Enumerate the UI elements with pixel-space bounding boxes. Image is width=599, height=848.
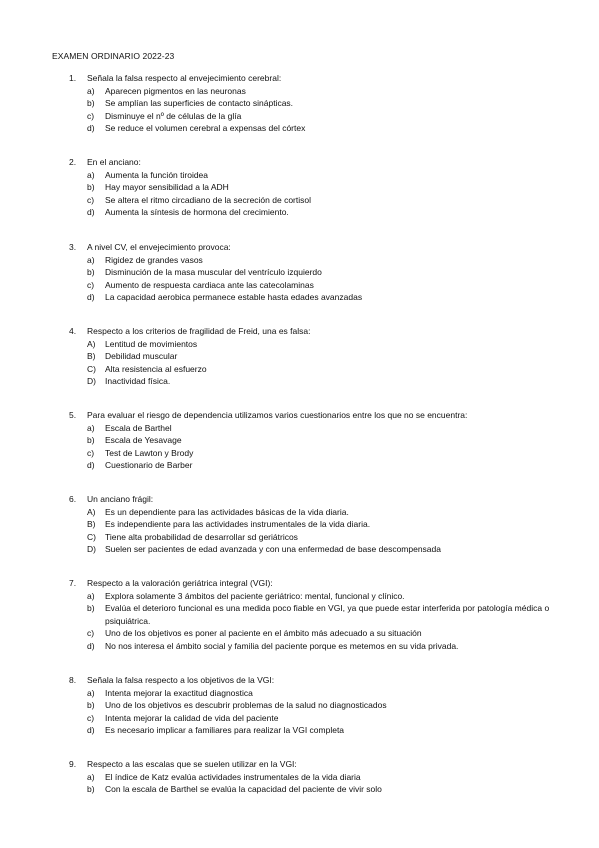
option-text: Es independiente para las actividades instrumentales de la vida diaria. [105,519,371,530]
option-item [69,602,569,627]
question-7 [69,577,569,653]
option-list [69,422,569,472]
option-item [69,350,569,363]
option-letter: D) [87,544,96,555]
question-stem [69,674,569,687]
option-item [69,338,569,351]
option-list [69,254,569,304]
option-letter: d) [87,725,95,736]
option-letter: B) [87,351,96,362]
question-text: En el anciano: [87,157,141,167]
option-text: Disminuye el nº de células de la glía [105,110,242,121]
option-list [69,85,569,135]
option-text: Test de Lawton y Brody [105,447,194,458]
option-letter: b) [87,603,95,614]
question-stem [69,493,569,506]
option-item [69,363,569,376]
option-item [69,531,569,544]
option-letter: b) [87,784,95,795]
option-item [69,543,569,556]
exam-title: EXAMEN ORDINARIO 2022-23 [52,51,175,61]
option-text: Se reduce el volumen cerebral a expensas del córtex [105,123,306,134]
option-letter: b) [87,182,95,193]
option-letter: d) [87,292,95,303]
option-item [69,724,569,737]
question-number: 8. [69,675,77,685]
option-letter: c) [87,628,95,639]
option-item [69,434,569,447]
option-item [69,640,569,653]
question-text: Respecto a los criterios de fragilidad de Freid, una es falsa: [87,326,311,336]
option-letter: a) [87,254,95,265]
option-letter: C) [87,363,96,374]
option-text: Rigidez de grandes vasos [105,254,203,265]
question-stem [69,409,569,422]
option-item [69,771,569,784]
option-text: Se amplían las superficies de contacto sinápticas. [105,98,294,109]
option-text: Uno de los objetivos es descubrir problemas de la salud no diagnosticados [105,700,387,711]
option-text: Intenta mejorar la calidad de vida del paciente [105,712,279,723]
question-4 [69,325,569,388]
question-text: A nivel CV, el envejecimiento provoca: [87,242,231,252]
option-text: Escala de Yesavage [105,435,182,446]
option-text: Hay mayor sensibilidad a la ADH [105,182,229,193]
option-letter: c) [87,279,95,290]
question-5 [69,409,569,472]
option-letter: a) [87,590,95,601]
question-number: 4. [69,326,77,336]
option-item [69,506,569,519]
question-9 [69,758,569,796]
option-item [69,699,569,712]
option-list [69,169,569,219]
question-number: 5. [69,410,77,420]
option-list [69,338,569,388]
option-text: Es un dependiente para las actividades básicas de la vida diaria. [105,506,349,517]
option-item [69,254,569,267]
option-letter: c) [87,110,95,121]
question-3 [69,241,569,304]
option-letter: A) [87,338,96,349]
option-item [69,181,569,194]
option-text: Disminución de la masa muscular del ventrículo izquierdo [105,267,322,278]
option-text: Explora solamente 3 ámbitos del paciente geriátrico: mental, funcional y clínico. [105,590,405,601]
option-item [69,783,569,796]
option-letter: b) [87,700,95,711]
question-8 [69,674,569,737]
option-letter: a) [87,422,95,433]
question-2 [69,156,569,219]
option-item [69,279,569,292]
question-text: Para evaluar el riesgo de dependencia utilizamos varios cuestionarios entre los que no se encuentra: [87,410,468,420]
option-text: Intenta mejorar la exactitud diagnostica [105,687,253,698]
option-text: Evalúa el deterioro funcional es una medida poco fiable en VGI, ya que puede estar interferida por patología médica o psiquiátrica. [105,603,550,626]
option-text: Lentitud de movimientos [105,338,198,349]
option-letter: b) [87,435,95,446]
question-stem [69,577,569,590]
option-text: Debilidad muscular [105,351,178,362]
option-letter: B) [87,519,96,530]
question-stem [69,325,569,338]
question-stem [69,241,569,254]
option-item [69,122,569,135]
option-text: Con la escala de Barthel se evalúa la capacidad del paciente de vivir solo [105,784,382,795]
option-letter: b) [87,98,95,109]
question-stem [69,758,569,771]
option-text: El índice de Katz evalúa actividades instrumentales de la vida diaria [105,771,361,782]
option-list [69,771,569,796]
option-text: Tiene alta probabilidad de desarrollar sd geriátricos [105,531,298,542]
question-text: Un anciano frágil: [87,494,154,504]
option-item [69,169,569,182]
option-letter: d) [87,640,95,651]
option-letter: A) [87,506,96,517]
option-list [69,506,569,556]
option-text: Se altera el ritmo circadiano de la secreción de cortisol [105,194,311,205]
option-item [69,518,569,531]
option-text: Aumento de respuesta cardiaca ante las catecolaminas [105,279,314,290]
question-number: 7. [69,578,77,588]
option-item [69,97,569,110]
option-text: Escala de Barthel [105,422,172,433]
question-text: Señala la falsa respecto a los objetivos de la VGI: [87,675,275,685]
question-1 [69,72,569,135]
question-number: 6. [69,494,77,504]
option-item [69,627,569,640]
option-item [69,687,569,700]
option-text: Alta resistencia al esfuerzo [105,363,207,374]
option-item [69,85,569,98]
option-letter: d) [87,207,95,218]
option-letter: D) [87,376,96,387]
option-text: Uno de los objetivos es poner al paciente en el ámbito más adecuado a su situación [105,628,422,639]
option-text: Inactividad física. [105,376,171,387]
option-item [69,422,569,435]
option-text: No nos interesa el ámbito social y familia del paciente porque es metemos en su vida privada. [105,640,459,651]
question-number: 2. [69,157,77,167]
option-letter: d) [87,123,95,134]
question-stem [69,156,569,169]
option-letter: b) [87,267,95,278]
question-text: Respecto a las escalas que se suelen utilizar en la VGI: [87,759,297,769]
option-letter: a) [87,687,95,698]
option-text: La capacidad aerobica permanece estable hasta edades avanzadas [105,292,363,303]
option-item [69,110,569,123]
option-item [69,712,569,725]
option-item [69,291,569,304]
option-letter: c) [87,447,95,458]
question-number: 1. [69,73,77,83]
option-letter: c) [87,194,95,205]
question-text: Señala la falsa respecto al envejecimiento cerebral: [87,73,282,83]
option-list [69,590,569,653]
option-item [69,266,569,279]
option-item [69,375,569,388]
option-text: Aparecen pigmentos en las neuronas [105,85,246,96]
option-text: Aumenta la síntesis de hormona del crecimiento. [105,207,289,218]
question-number: 9. [69,759,77,769]
option-letter: a) [87,85,95,96]
option-letter: c) [87,712,95,723]
option-item [69,459,569,472]
option-text: Suelen ser pacientes de edad avanzada y con una enfermedad de base descompensada [105,544,441,555]
option-item [69,447,569,460]
option-item [69,590,569,603]
option-item [69,206,569,219]
option-list [69,687,569,737]
question-6 [69,493,569,556]
option-text: Aumenta la función tiroidea [105,169,209,180]
option-text: Es necesario implicar a familiares para realizar la VGI completa [105,725,345,736]
option-letter: a) [87,169,95,180]
question-stem [69,72,569,85]
question-number: 3. [69,242,77,252]
question-text: Respecto a la valoración geriátrica integral (VGI): [87,578,273,588]
option-letter: a) [87,771,95,782]
option-letter: d) [87,460,95,471]
option-item [69,194,569,207]
option-text: Cuestionario de Barber [105,460,193,471]
option-letter: C) [87,531,96,542]
